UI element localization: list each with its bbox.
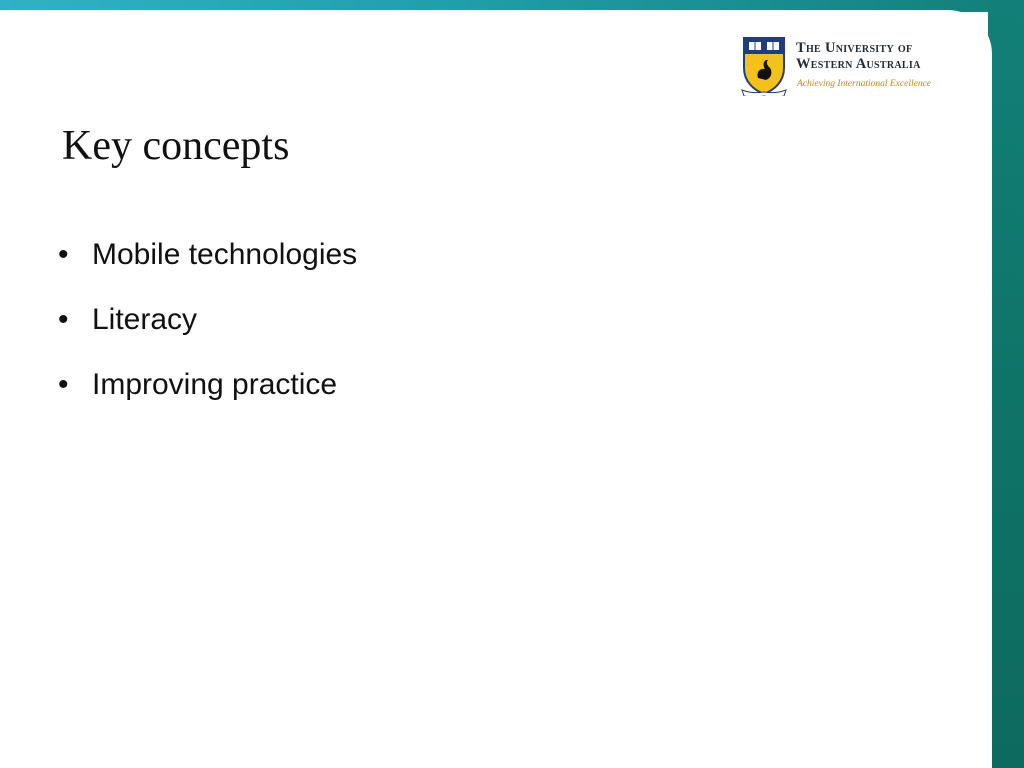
bullet-text: Literacy xyxy=(92,303,198,336)
bullet-dot: • xyxy=(58,303,69,336)
bullet-text: Improving practice xyxy=(92,368,338,401)
bullet-list xyxy=(58,238,357,433)
frame-right-band xyxy=(988,0,1024,768)
university-name-line2: Western Australia xyxy=(796,56,921,72)
university-name-line1: The University of xyxy=(796,40,913,56)
university-logo xyxy=(740,34,960,98)
bullet-dot: • xyxy=(58,368,69,401)
slide-title: Key concepts xyxy=(62,123,290,169)
university-tagline: Achieving International Excellence xyxy=(797,79,931,89)
university-name xyxy=(796,40,921,72)
bullet-text: Mobile technologies xyxy=(92,238,358,271)
bullet-dot: • xyxy=(58,238,69,271)
bullet-item xyxy=(58,303,357,368)
university-crest-icon xyxy=(740,34,788,96)
bullet-item xyxy=(58,238,357,303)
bullet-item xyxy=(58,368,357,433)
